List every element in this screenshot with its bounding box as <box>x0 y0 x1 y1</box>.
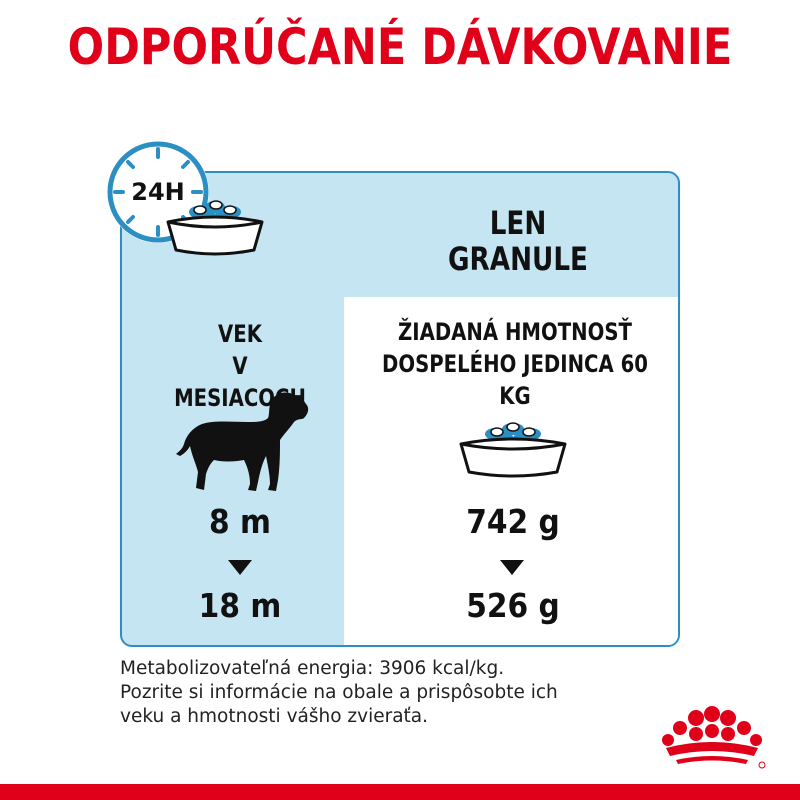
food-bowl-icon <box>160 190 270 260</box>
food-bowl-icon <box>453 412 573 482</box>
arrow-down-icon <box>500 560 524 575</box>
clock-label: 24H <box>131 178 185 206</box>
weight-from-value: 742 g <box>466 502 560 541</box>
feeding-note: Metabolizovateľná energia: 3906 kcal/kg. Pozrite si informácie na obale a prispôsobte ich veku a hmotnosti vášho zvieraťa. <box>120 658 558 727</box>
age-label: VEK V MESIACOCH <box>174 320 306 412</box>
age-to-value: 18 m <box>198 586 282 625</box>
arrow-down-icon <box>228 560 252 575</box>
page-title: ODPORÚČANÉ DÁVKOVANIE <box>67 18 733 76</box>
weight-label: ŽIADANÁ HMOTNOSŤ DOSPELÉHO JEDINCA 60 KG <box>382 318 648 410</box>
dog-icon <box>176 388 312 494</box>
brand-footer-bar <box>0 784 800 800</box>
dosage-header: LEN GRANULE <box>448 204 588 278</box>
brand-crown-logo <box>656 706 768 770</box>
age-from-value: 8 m <box>209 502 271 541</box>
weight-to-value: 526 g <box>466 586 560 625</box>
